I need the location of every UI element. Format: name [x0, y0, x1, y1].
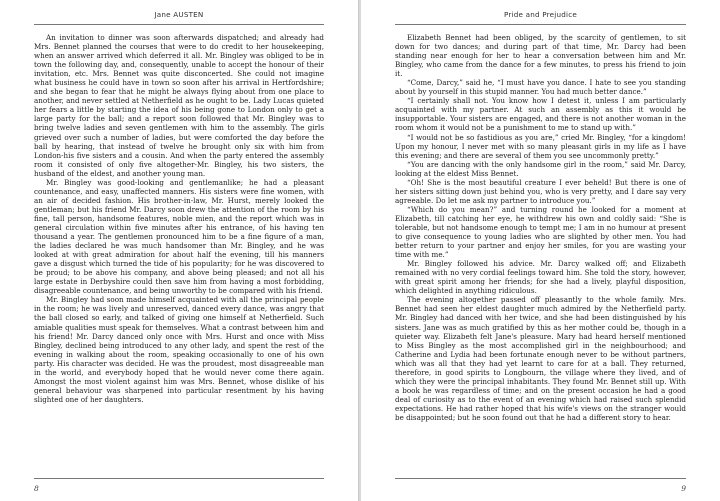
right-page-body: [395, 33, 686, 479]
footer-rule: [34, 478, 324, 479]
right-page: [361, 0, 720, 501]
paragraph: “Come, Darcy,” said he, “I must have you dance. I hate to see you standing about by yourself in this stupid manner. You had much better dance.”: [395, 78, 686, 97]
paragraph: The evening altogether passed off pleasantly to the whole family. Mrs. Bennet had seen her eldest daughter much admired by the Netherfield party. Mr. Bingley had danced with her twice, and she had been distinguished by his sisters. Jane was as much gratified by this as her mother could be, though in a quieter way. Elizabeth felt Jane's pleasure. Mary had heard herself mentioned to Miss Bingley as the most accomplished girl in the neighbourhood; and Catherine and Lydia had been fortunate enough never to be without partners, which was all that they had yet learnt to care for at a ball. They returned, therefore, in good spirits to Longbourn, the village where they lived, and of which they were the principal inhabitants. They found Mr. Bennet still up. With a book he was regardless of time; and on the present occasion he had a good deal of curiosity as to the event of an evening which had raised such splendid expectations. He had rather hoped that his wife's views on the stranger would be disappointed; but he soon found out that he had a different story to hear.: [395, 295, 686, 422]
left-page: [0, 0, 359, 501]
paragraph: “Which do you mean?” and turning round he looked for a moment at Elizabeth, till catching her eye, he withdrew his own and coldly said: “She is tolerable, but not handsome enough to tempt me; I am in no humour at present to give consequence to young ladies who are slighted by other men. You had better return to your partner and enjoy her smiles, for you are wasting your time with me.”: [395, 204, 686, 260]
paragraph: Elizabeth Bennet had been obliged, by the scarcity of gentlemen, to sit down for two dances; and during part of that time, Mr. Darcy had been standing near enough for her to hear a conversation between him and Mr. Bingley, who came from the dance for a few minutes, to press his friend to join it.: [395, 33, 686, 79]
header-rule: [395, 24, 686, 25]
paragraph: “Oh! She is the most beautiful creature I ever beheld! But there is one of her sisters sitting down just behind you, who is very pretty, and I dare say very agreeable. Do let me ask my partner to introduce you.”: [395, 177, 686, 205]
running-head-title: Pride and Prejudice: [504, 10, 577, 19]
paragraph: An invitation to dinner was soon afterwards dispatched; and already had Mrs. Bennet planned the courses that were to do credit to her housekeeping, when an answer arrived which deferred it all. Mr. Bingley was obliged to be in town the following day, and, consequently, unable to accept the honour of their invitation, etc. Mrs. Bennet was quite disconcerted. She could not imagine what business he could have in town so soon after his arrival in Hertfordshire; and she began to fear that he might be always flying about from one place to another, and never settled at Netherfield as he ought to be. Lady Lucas quieted her fears a little by starting the idea of his being gone to London only to get a large party for the ball; and a report soon followed that Mr. Bingley was to bring twelve ladies and seven gentlemen with him to the assembly. The girls grieved over such a number of ladies, but were comforted the day before the ball by hearing, that instead of twelve he brought only six with him from London-his five sisters and a cousin. And when the party entered the assembly room it consisted of only five altogether-Mr. Bingley, his two sisters, the husband of the eldest, and another young man.: [34, 33, 324, 178]
left-page-body: [34, 33, 324, 479]
paragraph: Mr. Bingley followed his advice. Mr. Darcy walked off; and Elizabeth remained with no very cordial feelings toward him. She told the story, however, with great spirit among her friends; for she had a lively, playful disposition, which delighted in anything ridiculous.: [395, 259, 686, 296]
footer-rule: [395, 478, 686, 479]
paragraph: Mr. Bingley was good-looking and gentlemanlike; he had a pleasant countenance, and easy, unaffected manners. His sisters were fine women, with an air of decided fashion. His brother-in-law, Mr. Hurst, merely looked the gentleman; but his friend Mr. Darcy soon drew the attention of the room by his fine, tall person, handsome features, noble mien, and the report which was in general circulation within five minutes after his entrance, of his having ten thousand a year. The gentlemen pronounced him to be a fine figure of a man, the ladies declared he was much handsomer than Mr. Bingley, and he was looked at with great admiration for about half the evening, till his manners gave a disgust which turned the tide of his popularity; for he was discovered to be proud; to be above his company, and above being pleased; and not all his large estate in Derbyshire could then save him from having a most forbidding, disagreeable countenance, and being unworthy to be compared with his friend.: [34, 177, 324, 296]
header-rule: [34, 24, 324, 25]
paragraph: “You are dancing with the only handsome girl in the room,” said Mr. Darcy, looking at the eldest Miss Bennet.: [395, 159, 686, 178]
running-head-author: Jane AUSTEN: [154, 10, 204, 19]
paragraph: “I would not be so fastidious as you are,” cried Mr. Bingley, “for a kingdom! Upon my honour, I never met with so many pleasant girls in my life as I have this evening; and there are several of them you see uncommonly pretty.”: [395, 132, 686, 160]
paragraph: “I certainly shall not. You know how I detest it, unless I am particularly acquainted with my partner. At such an assembly as this it would be insupportable. Your sisters are engaged, and there is not another woman in the room whom it would not be a punishment to me to stand up with.”: [395, 96, 686, 133]
page-number: 9: [681, 484, 686, 493]
page-number: 8: [34, 484, 39, 493]
paragraph: Mr. Bingley had soon made himself acquainted with all the principal people in the room; he was lively and unreserved, danced every dance, was angry that the ball closed so early, and talked of giving one himself at Netherfield. Such amiable qualities must speak for themselves. What a contrast between him and his friend! Mr. Darcy danced only once with Mrs. Hurst and once with Miss Bingley, declined being introduced to any other lady, and spent the rest of the evening in walking about the room, speaking occasionally to one of his own party. His character was decided. He was the proudest, most disagreeable man in the world, and everybody hoped that he would never come there again. Amongst the most violent against him was Mrs. Bennet, whose dislike of his general behaviour was sharpened into particular resentment by his having slighted one of her daughters.: [34, 295, 324, 404]
